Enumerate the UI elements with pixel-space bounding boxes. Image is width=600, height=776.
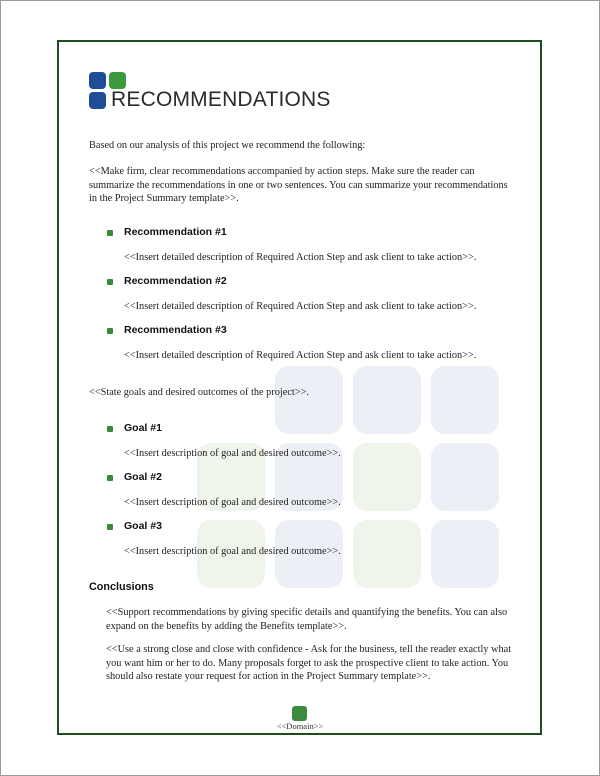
goal-text: <<Insert description of goal and desired outcome>>. xyxy=(124,546,341,557)
recommendation-heading: Recommendation #2 xyxy=(124,275,227,287)
bullet-icon xyxy=(107,279,113,285)
bullet-icon xyxy=(107,475,113,481)
bullet-icon xyxy=(107,328,113,334)
recommendation-heading: Recommendation #3 xyxy=(124,324,227,336)
recommendation-text: <<Insert detailed description of Required Action Step and ask client to take action>>. xyxy=(124,252,477,263)
recommendation-text: <<Insert detailed description of Required Action Step and ask client to take action>>. xyxy=(124,350,477,361)
intro-text: Based on our analysis of this project we recommend the following: xyxy=(89,140,366,151)
footer-domain: <<Domain>> xyxy=(276,721,324,731)
goal-text: <<Insert description of goal and desired outcome>>. xyxy=(124,497,341,508)
goals-intro: <<State goals and desired outcomes of the project>>. xyxy=(89,387,309,398)
conclusions-paragraph: <<Use a strong close and close with confidence - Ask for the business, tell the reader exactly what you want him or her to do. Many proposals forget to ask the prospective client to take action. You should also restate your request for action in the Project Summary template>>. xyxy=(106,644,512,682)
footer-logo-square xyxy=(292,706,307,721)
goal-heading: Goal #2 xyxy=(124,471,162,483)
logo-square xyxy=(89,92,106,109)
recommendation-text: <<Insert detailed description of Required Action Step and ask client to take action>>. xyxy=(124,301,477,312)
goal-heading: Goal #1 xyxy=(124,422,162,434)
conclusions-heading: Conclusions xyxy=(89,581,154,593)
bullet-icon xyxy=(107,426,113,432)
page-title: RECOMMENDATIONS xyxy=(111,88,331,111)
logo-square xyxy=(89,72,106,89)
recommendation-heading: Recommendation #1 xyxy=(124,226,227,238)
logo-square xyxy=(109,72,126,89)
conclusions-paragraph: <<Support recommendations by giving specific details and quantifying the benefits. You can also expand on the benefits by adding the Benefits template>>. xyxy=(106,607,508,632)
intro-note: <<Make firm, clear recommendations accompanied by action steps. Make sure the reader can summarize the recommendations in one or two sentences. You can summarize your recommendations in the Project Summary template>>. xyxy=(89,166,508,204)
bullet-icon xyxy=(107,524,113,530)
goal-heading: Goal #3 xyxy=(124,520,162,532)
goal-text: <<Insert description of goal and desired outcome>>. xyxy=(124,448,341,459)
bullet-icon xyxy=(107,230,113,236)
